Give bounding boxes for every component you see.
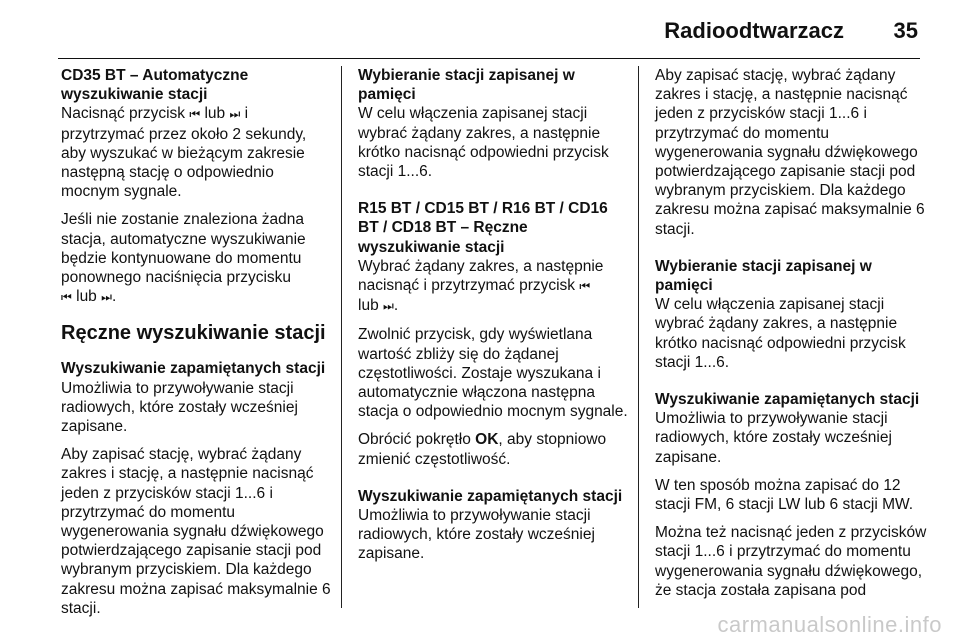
header-rule [58, 58, 920, 59]
text: Obrócić pokrętło [358, 431, 476, 449]
text: Wybrać żądany zakres, a następnie nacisnąć i przytrzymać przycisk [358, 257, 604, 295]
paragraph: Można też nacisnąć jeden z przycisków stacji 1...6 i przytrzymać do momentu wygenerowania sygnału dźwiękowego, że stacja została zapisana pod [655, 524, 927, 599]
paragraph: Umożliwia to przywoływanie stacji radiowych, które zostały wcześniej zapisane. [61, 379, 298, 436]
column-divider [341, 66, 342, 608]
seek-forward-icon: ⏭ [101, 290, 112, 305]
paragraph [358, 257, 630, 317]
seek-back-icon: ⏮ [61, 290, 72, 305]
paragraph: Zwolnić przycisk, gdy wyświetlana wartość zbliży się do żądanej częstotliwości. Zostaje wyszukana i automatycznie włączona następna stacja o odpowiednio mocnym sygnale. [358, 326, 628, 421]
column-1 [61, 66, 333, 627]
ok-knob-label: OK [475, 431, 499, 449]
seek-forward-icon: ⏭ [383, 299, 394, 314]
page-header [0, 0, 960, 62]
paragraph: Umożliwia to przywoływanie stacji radiowych, które zostały wcześniej zapisane. [655, 410, 892, 466]
text: Jeśli nie zostanie znaleziona żadna stacja, automatyczne wyszukiwanie będzie kontynuowane do momentu ponownego naciśnięcia przycisku [61, 211, 306, 287]
text: lub [358, 297, 383, 315]
section-heading: R15 BT / CD15 BT / R16 BT / CD16 BT / CD18 BT – Ręczne wyszukiwanie stacji [358, 200, 608, 256]
text: . [393, 297, 399, 315]
column-3 [655, 66, 927, 609]
paragraph: Aby zapisać stację, wybrać żądany zakres i stację, a następnie nacisnąć jeden z przycisków stacji 1...6 i przytrzymać do momentu wygenerowania sygnału dźwiękowego potwierdzającego zapisanie stacji pod wybranym przyciskiem. Dla każdego zakresu można zapisać maksymalnie 6 stacji. [655, 67, 925, 238]
paragraph [358, 430, 630, 468]
text: Nacisnąć przycisk [61, 105, 190, 123]
text: i przytrzymać przez około 2 sekundy, aby wyszukać w bieżącym zakresie następną stację o odpowiednio mocnym sygnale. [61, 105, 307, 201]
paragraph [61, 210, 333, 307]
section-heading: Wybieranie stacji zapisanej w pamięci [358, 67, 575, 104]
text: lub [71, 288, 102, 306]
chapter-heading: Ręczne wyszukiwanie stacji [61, 322, 326, 345]
page-title: Radioodtwarzacz [664, 18, 844, 43]
seek-back-icon: ⏮ [189, 107, 201, 122]
section-heading: CD35 BT – Automatyczne wyszukiwanie stacji [61, 67, 249, 104]
section-heading: Wyszukiwanie zapamiętanych stacji [655, 391, 920, 409]
watermark: carmanualsonline.info [717, 612, 942, 637]
paragraph: Aby zapisać stację, wybrać żądany zakres i stację, a następnie nacisnąć jeden z przycisków stacji 1...6 i przytrzymać do momentu wygenerowania sygnału dźwiękowego potwierdzającego zapisanie stacji pod wybranym przyciskiem. Dla każdego zakresu można zapisać maksymalnie 6 stacji. [61, 446, 331, 617]
paragraph: Umożliwia to przywoływanie stacji radiowych, które zostały wcześniej zapisane. [358, 507, 595, 563]
paragraph [61, 104, 333, 201]
column-divider [638, 66, 639, 608]
text: . [111, 288, 117, 306]
section-heading: Wyszukiwanie zapamiętanych stacji [61, 360, 326, 378]
text: lub [200, 105, 230, 123]
page-number: 35 [893, 18, 918, 43]
paragraph: W celu włączenia zapisanej stacji wybrać żądany zakres, a następnie krótko nacisnąć odpowiedni przycisk stacji 1...6. [358, 105, 609, 181]
paragraph: W celu włączenia zapisanej stacji wybrać żądany zakres, a następnie krótko nacisnąć odpowiedni przycisk stacji 1...6. [655, 296, 906, 371]
section-heading: Wybieranie stacji zapisanej w pamięci [655, 257, 872, 295]
paragraph: W ten sposób można zapisać do 12 stacji FM, 6 stacji LW lub 6 stacji MW. [655, 476, 914, 514]
section-heading: Wyszukiwanie zapamiętanych stacji [358, 487, 623, 505]
text: , aby stopniowo zmienić częstotliwość. [358, 431, 607, 468]
column-2 [358, 66, 630, 573]
seek-forward-icon: ⏭ [229, 107, 241, 122]
seek-back-icon: ⏮ [579, 279, 591, 294]
